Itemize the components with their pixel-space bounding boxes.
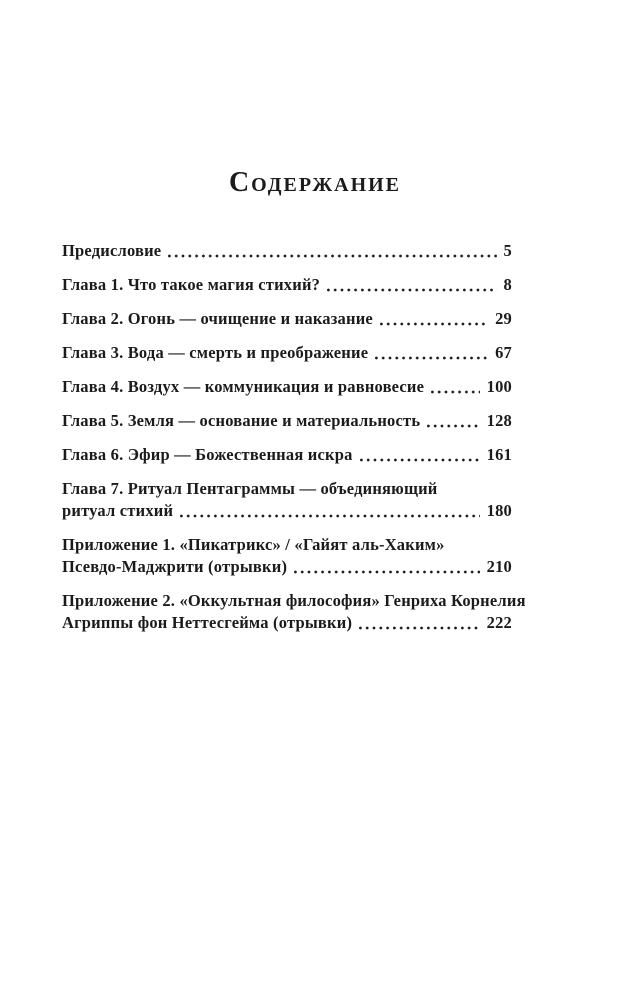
dot-leader [375, 356, 488, 360]
toc-page-number: 100 [486, 377, 512, 396]
toc-page-number: 210 [486, 557, 512, 576]
toc-line [62, 556, 512, 578]
toc-entry-label: Глава 6. Эфир — Божественная искра [62, 445, 353, 464]
dot-leader [360, 458, 480, 462]
toc-entry-label: Глава 4. Воздух — коммуникация и равновесие [62, 377, 425, 396]
toc-line [62, 534, 512, 556]
toc-line [62, 240, 512, 262]
toc-line [62, 590, 526, 612]
toc-line [62, 342, 512, 364]
dot-leader [294, 570, 480, 574]
toc-entry [62, 274, 512, 296]
toc-page-number: 8 [503, 275, 512, 294]
toc-entry [62, 534, 512, 578]
toc-line [62, 274, 512, 296]
toc-entry [62, 410, 512, 432]
toc-entry-label: Псевдо-Маджрити (отрывки) [62, 557, 288, 576]
dot-leader [359, 626, 479, 630]
toc-line [62, 444, 512, 466]
page-title: Содержание [228, 167, 402, 198]
toc-page-number: 67 [495, 343, 512, 362]
toc-line [62, 410, 512, 432]
toc-entry-label: Приложение 2. «Оккультная философия» Генриха Корнелия [62, 591, 526, 610]
toc-page-number: 5 [503, 241, 512, 260]
toc-entry [62, 590, 526, 634]
dot-leader [380, 322, 488, 326]
toc-page-number: 29 [495, 309, 512, 328]
dot-leader [180, 514, 479, 518]
dot-leader [327, 288, 496, 292]
toc-entry-label: Предисловие [62, 241, 162, 260]
dot-leader [168, 254, 496, 258]
toc-page-number: 161 [486, 445, 512, 464]
toc-entry [62, 376, 512, 398]
toc-line [62, 376, 512, 398]
toc-page-number: 222 [486, 613, 512, 632]
toc-entry [62, 478, 512, 522]
dot-leader [431, 390, 479, 394]
toc-page-number: 180 [486, 501, 512, 520]
toc-line [62, 612, 512, 634]
toc-entry-label: Приложение 1. «Пикатрикс» / «Гайят аль-Хаким» [62, 535, 445, 554]
toc-entry [62, 308, 512, 330]
toc-entry-label: ритуал стихий [62, 501, 174, 520]
toc-entry [62, 240, 512, 262]
toc-entry-label: Глава 5. Земля — основание и материальность [62, 411, 421, 430]
toc-entry-label: Глава 3. Вода — смерть и преображение [62, 343, 369, 362]
dot-leader [427, 424, 479, 428]
toc-entry [62, 342, 512, 364]
toc-entry [62, 444, 512, 466]
toc-line [62, 308, 512, 330]
toc-page-number: 128 [486, 411, 512, 430]
toc-line [62, 478, 512, 500]
toc-entry-label: Глава 7. Ритуал Пентаграммы — объединяющий [62, 479, 438, 498]
toc-entry-label: Глава 2. Огонь — очищение и наказание [62, 309, 373, 328]
toc-list [62, 240, 526, 634]
toc-entry-label: Глава 1. Что такое магия стихий? [62, 275, 321, 294]
toc-entry-label: Агриппы фон Неттесгейма (отрывки) [62, 613, 353, 632]
toc-line [62, 500, 512, 522]
